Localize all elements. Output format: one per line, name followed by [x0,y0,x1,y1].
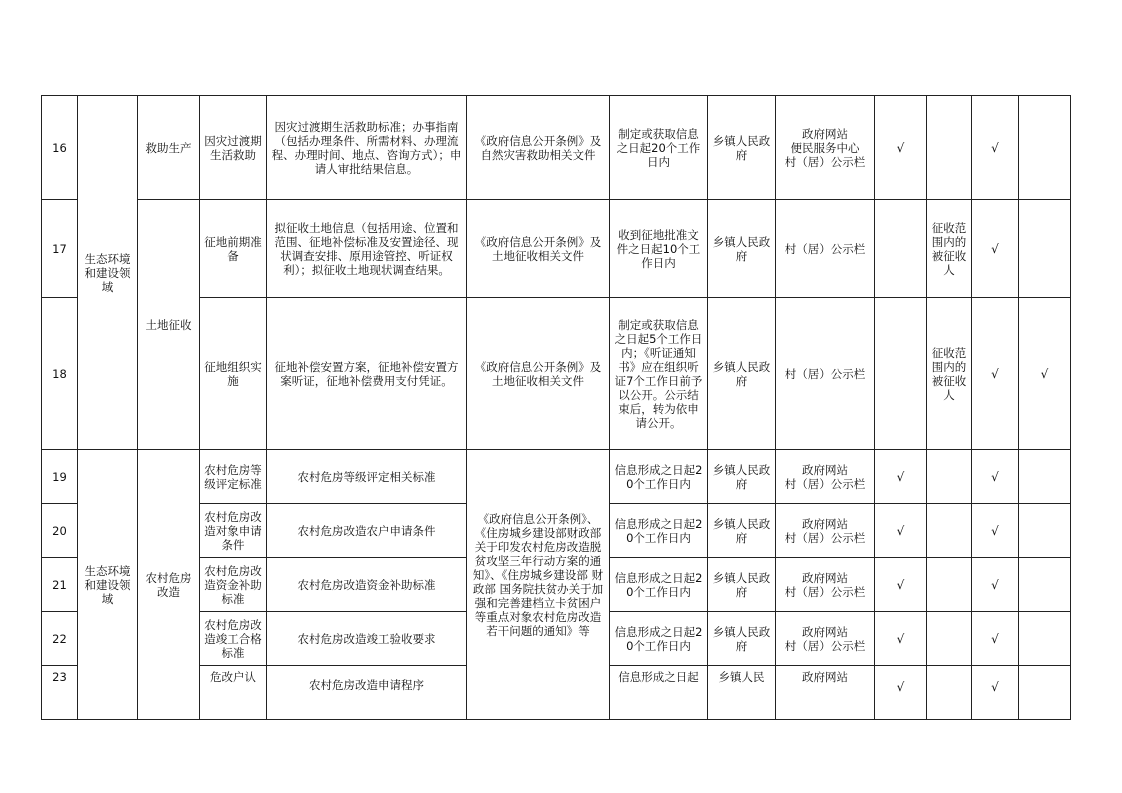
item-cell: 征地前期准备 [200,200,267,298]
channel-cell: 政府网站 村（居）公示栏 [776,450,875,504]
check-cell [875,298,927,450]
category-cell: 救助生产 [138,96,200,200]
content-cell: 因灾过渡期生活救助标准；办事指南（包括办理条件、所需材料、办理流程、办理时间、地点、咨询方式）；申请人审批结果信息。 [267,96,467,200]
item-cell: 征地组织实施 [200,298,267,450]
check-cell [1019,612,1071,666]
check-cell [1019,450,1071,504]
period-cell: 制定或获取信息之日起20个工作日内 [610,96,708,200]
content-cell: 农村危房改造申请程序 [267,666,467,720]
table-row [42,200,1071,298]
check-cell: √ [875,450,927,504]
channel-cell: 政府网站 便民服务中心 村（居）公示栏 [776,96,875,200]
subject-cell: 乡镇人民政府 [708,612,776,666]
item-cell: 农村危房改造竣工合格标准 [200,612,267,666]
subject-cell: 乡镇人民政府 [708,558,776,612]
subject-cell: 乡镇人民政府 [708,96,776,200]
check-cell [1019,200,1071,298]
period-cell: 信息形成之日起20个工作日内 [610,558,708,612]
channel-cell: 政府网站 [776,666,875,720]
channel-cell: 政府网站 村（居）公示栏 [776,504,875,558]
public-disclosure-table-sheet [41,95,1070,694]
subject-cell: 乡镇人民政府 [708,298,776,450]
period-cell: 信息形成之日起 [610,666,708,720]
basis-cell: 《政府信息公开条例》及自然灾害救助相关文件 [467,96,610,200]
category-cell: 土地征收 [138,200,200,450]
subject-cell: 乡镇人民政府 [708,450,776,504]
scope-cell [927,558,972,612]
check-cell: √ [1019,298,1071,450]
row-number: 20 [42,504,78,558]
check-cell: √ [875,558,927,612]
period-cell: 信息形成之日起20个工作日内 [610,504,708,558]
channel-cell: 村（居）公示栏 [776,298,875,450]
check-cell: √ [972,450,1019,504]
subject-cell: 乡镇人民政府 [708,504,776,558]
scope-cell [927,612,972,666]
basis-cell: 《政府信息公开条例》、《住房城乡建设部财政部关于印发农村危房改造脱贫攻坚三年行动方案的通知》、《住房城乡建设部 财政部 国务院扶贫办关于加强和完善建档立卡贫困户等重点对象农村危房改造若干问题的通知》等 [467,450,610,720]
period-cell: 信息形成之日起20个工作日内 [610,450,708,504]
check-cell: √ [875,504,927,558]
check-cell: √ [972,96,1019,200]
item-cell: 因灾过渡期生活救助 [200,96,267,200]
check-cell [875,200,927,298]
row-number: 23 [42,666,78,720]
check-cell: √ [972,666,1019,720]
check-cell [1019,96,1071,200]
category-cell: 农村危房改造 [138,450,200,720]
domain-cell: 生态环境和建设领域 [78,450,138,720]
scope-cell: 征收范围内的被征收人 [927,298,972,450]
row-number: 17 [42,200,78,298]
content-cell: 农村危房改造竣工验收要求 [267,612,467,666]
period-cell: 信息形成之日起20个工作日内 [610,612,708,666]
period-cell: 收到征地批准文件之日起10个工作日内 [610,200,708,298]
content-cell: 农村危房等级评定相关标准 [267,450,467,504]
check-cell [1019,666,1071,720]
basis-cell: 《政府信息公开条例》及土地征收相关文件 [467,298,610,450]
check-cell: √ [972,200,1019,298]
domain-cell: 生态环境和建设领域 [78,96,138,450]
row-number: 16 [42,96,78,200]
item-cell: 农村危房等级评定标准 [200,450,267,504]
scope-cell [927,96,972,200]
row-number: 22 [42,612,78,666]
check-cell [1019,504,1071,558]
item-cell: 危改户认 [200,666,267,720]
check-cell: √ [875,612,927,666]
table-row [42,96,1071,200]
scope-cell [927,450,972,504]
item-cell: 农村危房改造对象申请条件 [200,504,267,558]
check-cell: √ [972,612,1019,666]
item-cell: 农村危房改造资金补助标准 [200,558,267,612]
scope-cell: 征收范围内的被征收人 [927,200,972,298]
row-number: 19 [42,450,78,504]
period-cell: 制定或获取信息之日起5个工作日内；《听证通知书》应在组织听证7个工作日前予以公开。公示结束后，转为依申请公开。 [610,298,708,450]
scope-cell [927,504,972,558]
check-cell: √ [875,96,927,200]
check-cell: √ [972,504,1019,558]
table-row [42,450,1071,504]
subject-cell: 乡镇人民 [708,666,776,720]
content-cell: 农村危房改造农户申请条件 [267,504,467,558]
row-number: 18 [42,298,78,450]
content-cell: 拟征收土地信息（包括用途、位置和范围、征地补偿标准及安置途径、现状调查安排、原用途管控、听证权利）；拟征收土地现状调查结果。 [267,200,467,298]
check-cell: √ [972,558,1019,612]
channel-cell: 政府网站 村（居）公示栏 [776,612,875,666]
disclosure-table [41,95,1071,720]
channel-cell: 政府网站 村（居）公示栏 [776,558,875,612]
check-cell: √ [875,666,927,720]
content-cell: 征地补偿安置方案，征地补偿安置方案听证，征地补偿费用支付凭证。 [267,298,467,450]
check-cell: √ [972,298,1019,450]
row-number: 21 [42,558,78,612]
scope-cell [927,666,972,720]
channel-cell: 村（居）公示栏 [776,200,875,298]
subject-cell: 乡镇人民政府 [708,200,776,298]
basis-cell: 《政府信息公开条例》及土地征收相关文件 [467,200,610,298]
check-cell [1019,558,1071,612]
content-cell: 农村危房改造资金补助标准 [267,558,467,612]
